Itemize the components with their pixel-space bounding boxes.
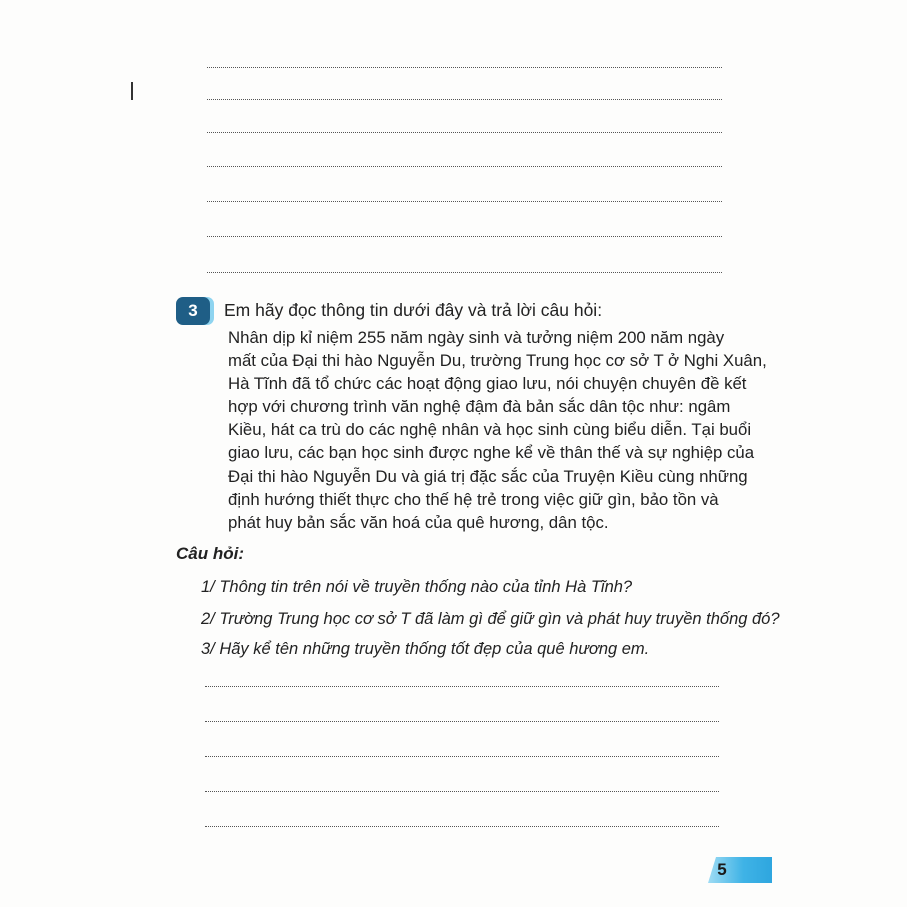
margin-mark bbox=[131, 82, 133, 100]
passage-line: phát huy bản sắc văn hoá của quê hương, dân tộc. bbox=[228, 512, 609, 532]
exercise-instruction: Em hãy đọc thông tin dưới đây và trả lời câu hỏi: bbox=[224, 300, 603, 320]
questions-heading: Câu hỏi: bbox=[176, 544, 244, 563]
answer-line[interactable] bbox=[207, 99, 722, 100]
answer-line[interactable] bbox=[205, 756, 719, 757]
answer-line[interactable] bbox=[205, 826, 719, 827]
answer-line[interactable] bbox=[205, 686, 719, 687]
passage-line: giao lưu, các bạn học sinh được nghe kể về thân thế và sự nghiệp của bbox=[228, 443, 755, 463]
answer-line[interactable] bbox=[207, 201, 722, 202]
answer-line[interactable] bbox=[207, 67, 722, 68]
exercise-number-badge: 3 bbox=[176, 297, 210, 325]
passage-line: Nhân dịp kỉ niệm 255 năm ngày sinh và tưởng niệm 200 năm ngày bbox=[228, 328, 725, 347]
question-item: 2/ Trường Trung học cơ sở T đã làm gì để giữ gìn và phát huy truyền thống đó? bbox=[201, 610, 780, 628]
passage-line: hợp với chương trình văn nghệ đậm đà bản sắc dân tộc như: ngâm bbox=[228, 397, 731, 417]
question-item: 1/ Thông tin trên nói về truyền thống nào của tỉnh Hà Tĩnh? bbox=[201, 578, 633, 596]
answer-line[interactable] bbox=[207, 132, 722, 133]
answer-line[interactable] bbox=[207, 166, 722, 167]
question-item: 3/ Hãy kể tên những truyền thống tốt đẹp của quê hương em. bbox=[201, 640, 650, 658]
passage-line: mất của Đại thi hào Nguyễn Du, trường Trung học cơ sở T ở Nghi Xuân, bbox=[228, 351, 767, 371]
page-number: 5 bbox=[717, 860, 727, 879]
passage-line: định hướng thiết thực cho thế hệ trẻ trong việc giữ gìn, bảo tồn và bbox=[228, 489, 719, 509]
reading-passage bbox=[228, 326, 767, 534]
passage-line: Kiều, hát ca trù do các nghệ nhân và học sinh cùng biểu diễn. Tại buổi bbox=[228, 420, 752, 440]
answer-line[interactable] bbox=[207, 236, 722, 237]
passage-line: Hà Tĩnh đã tổ chức các hoạt động giao lưu, nói chuyện chuyên đề kết bbox=[228, 374, 747, 394]
answer-line[interactable] bbox=[207, 272, 722, 273]
answer-line[interactable] bbox=[205, 721, 719, 722]
answer-line[interactable] bbox=[205, 791, 719, 792]
passage-line: Đại thi hào Nguyễn Du và giá trị đặc sắc của Truyện Kiều cùng những bbox=[228, 466, 748, 486]
